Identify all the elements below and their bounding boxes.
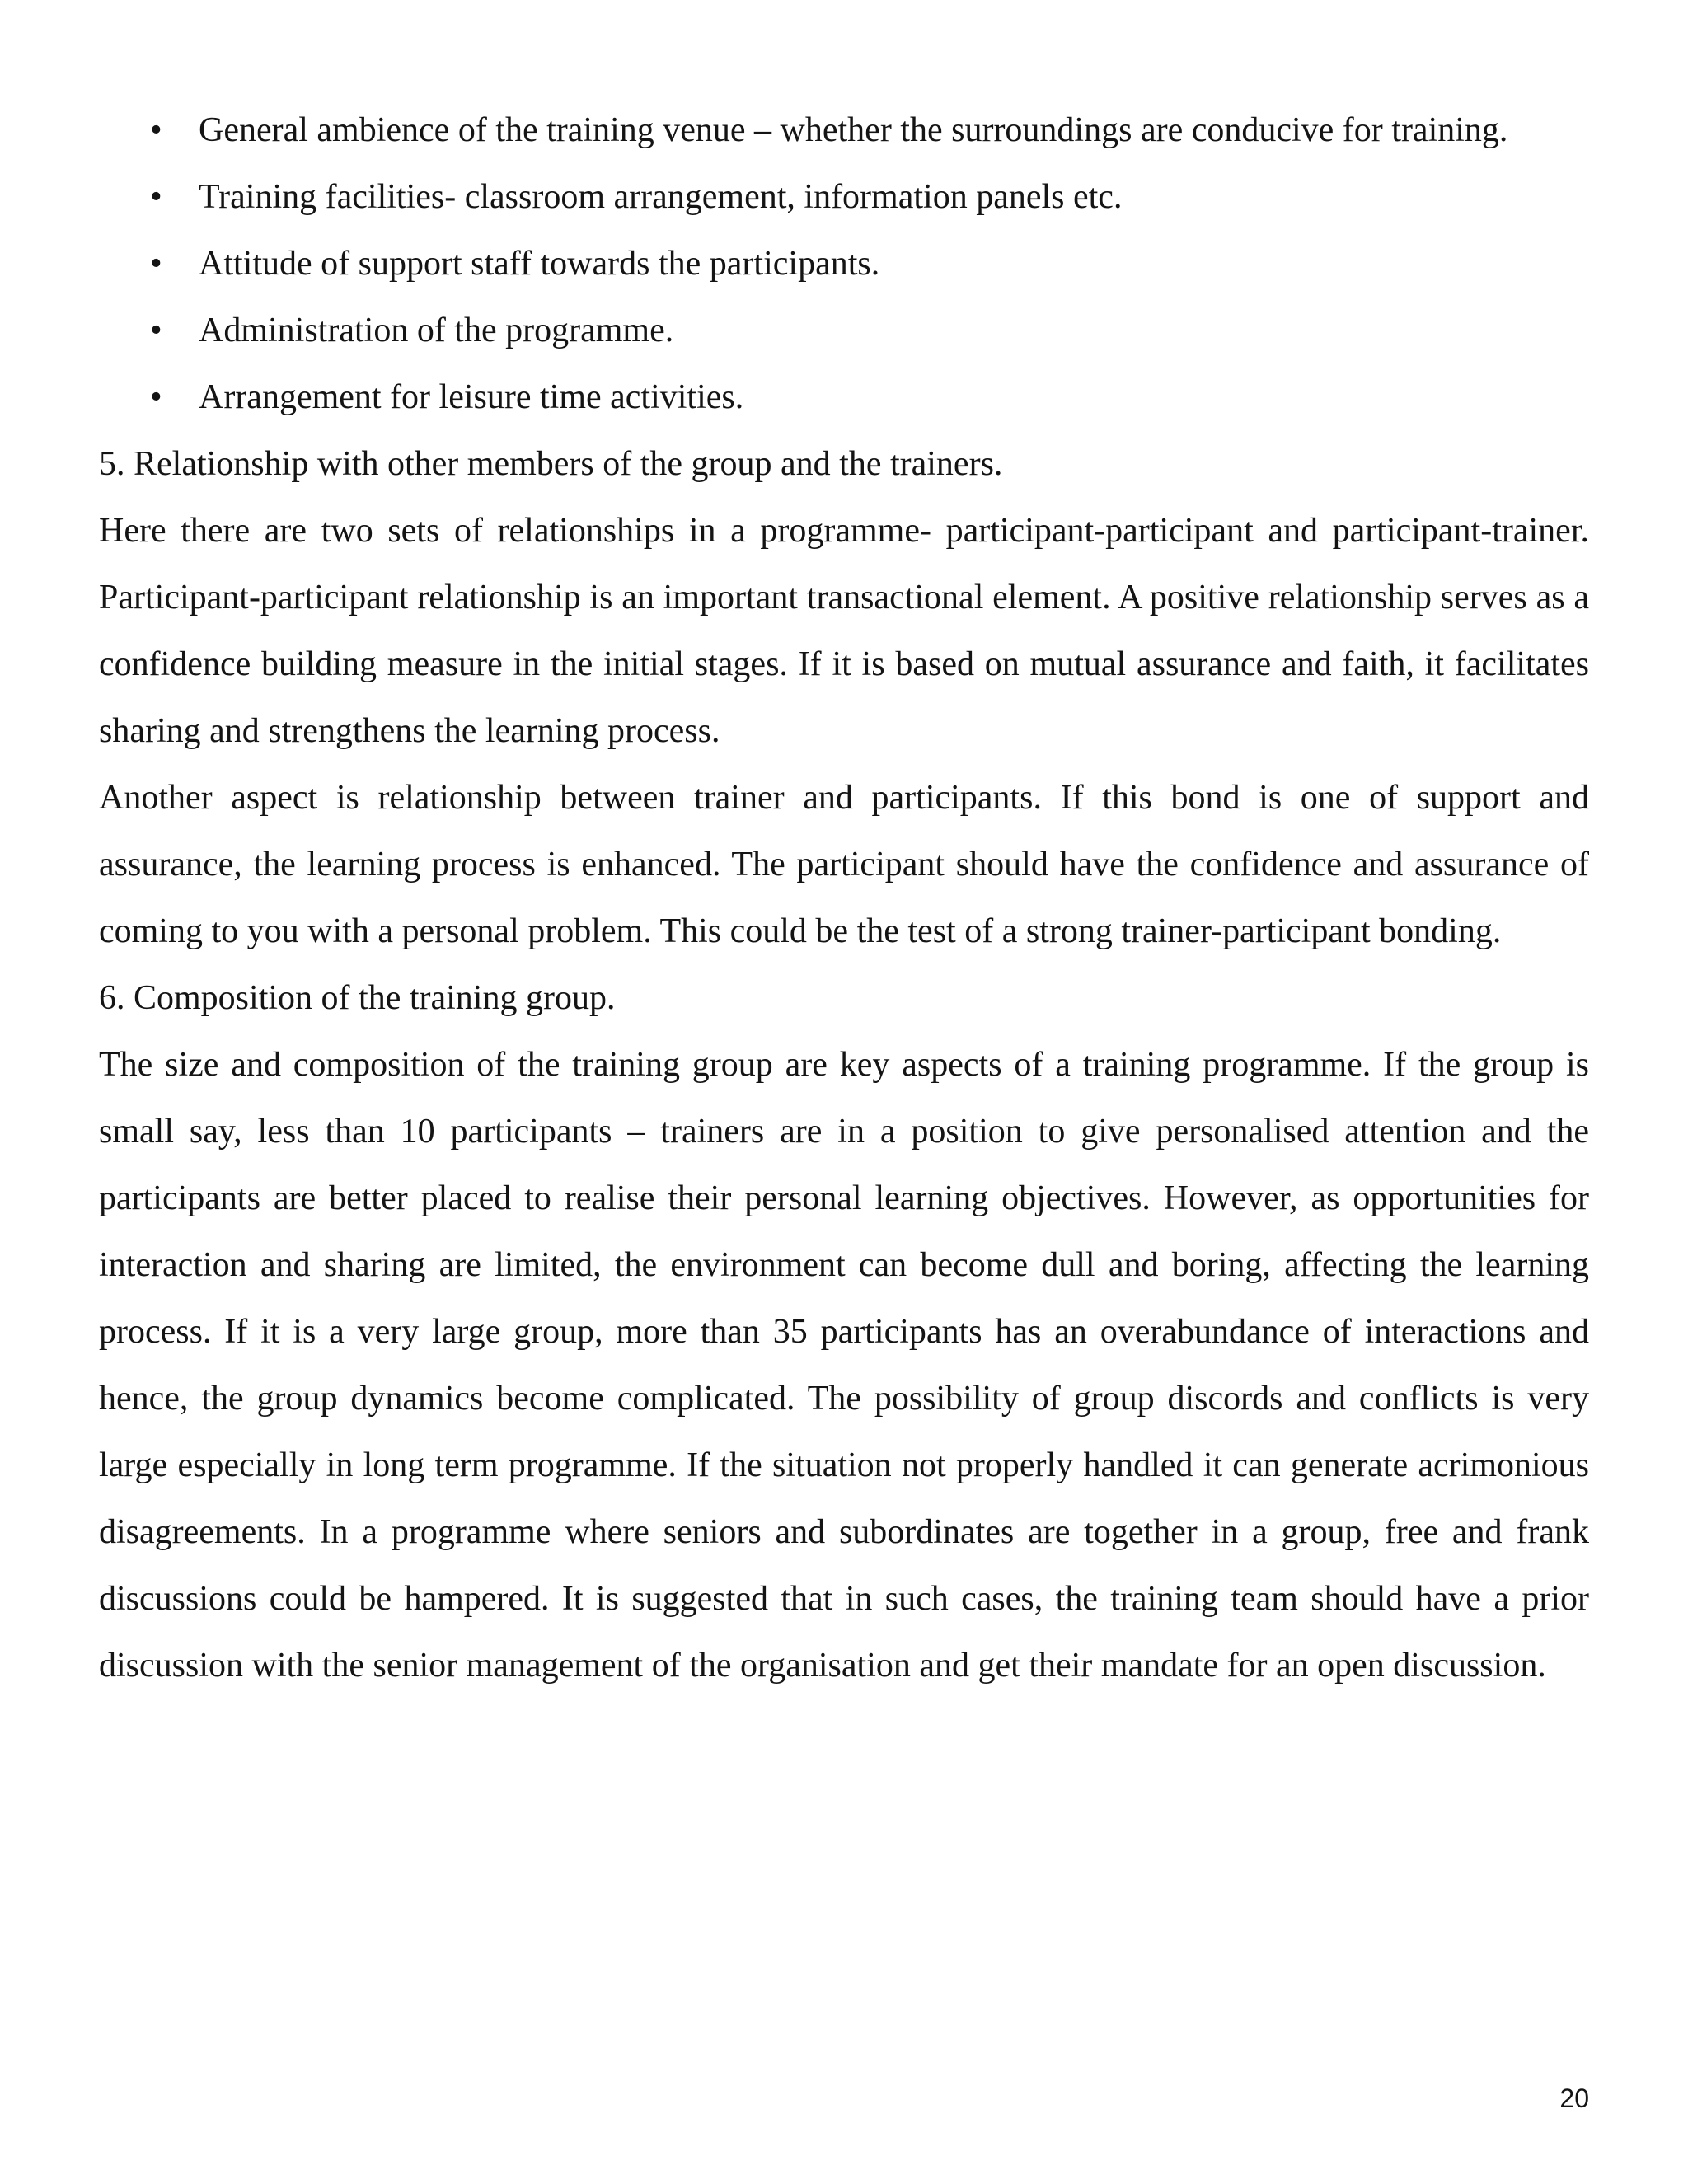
bullet-dot-icon: • [150,178,162,216]
bullet-text: Training facilities- classroom arrangement, information panels etc. [199,178,1123,216]
bullet-item-facilities [99,164,1589,231]
bullet-item-administration [99,298,1589,364]
bullet-item-leisure [99,364,1589,431]
bullet-dot-icon: • [150,312,162,349]
section-5-heading: 5. Relationship with other members of the group and the trainers. [99,445,1003,483]
section-5-paragraph-2: Another aspect is relationship between trainer and participants. If this bond is one of support and assurance, the learning process is enhanced. The participant should have the confidence and assurance of coming to you with a personal problem. This could be the test of a strong trainer-participant bonding. [99,779,1589,950]
page-number: 20 [1559,2083,1589,2113]
bullet-text: General ambience of the training venue – whether the surroundings are conducive for training. [199,111,1508,149]
bullet-text: Attitude of support staff towards the participants. [199,245,880,283]
bullet-text: Administration of the programme. [199,312,674,349]
section-5-paragraph-1: Here there are two sets of relationships in a programme- participant-participant and participant-trainer. Participant-participant relationship is an important transactional element. A positive relationship serves as a confidence building measure in the initial stages. If it is based on mutual assurance and faith, it facilitates sharing and strengthens the learning process. [99,512,1589,750]
bullet-item-ambience [99,97,1589,164]
bullet-item-support-staff [99,231,1589,298]
section-6-paragraph-1: The size and composition of the training group are key aspects of a training programme. If the group is small say, less than 10 participants – trainers are in a position to give personalised attention and the participants are better placed to realise their personal learning objectives. However, as opportunities for interaction and sharing are limited, the environment can become dull and boring, affecting the learning process. If it is a very large group, more than 35 participants has an overabundance of interactions and hence, the group dynamics become complicated. The possibility of group discords and conflicts is very large especially in long term programme. If the situation not properly handled it can generate acrimonious disagreements. In a programme where seniors and subordinates are together in a group, free and frank discussions could be hampered. It is suggested that in such cases, the training team should have a prior discussion with the senior management of the organisation and get their mandate for an open discussion. [99,1046,1589,1685]
bullet-dot-icon: • [150,378,162,416]
section-6-heading: 6. Composition of the training group. [99,979,616,1017]
document-page [99,97,1589,1699]
facilities-bullet-list [99,97,1589,431]
bullet-dot-icon: • [150,245,162,283]
bullet-text: Arrangement for leisure time activities. [199,378,744,416]
bullet-dot-icon: • [150,111,162,149]
